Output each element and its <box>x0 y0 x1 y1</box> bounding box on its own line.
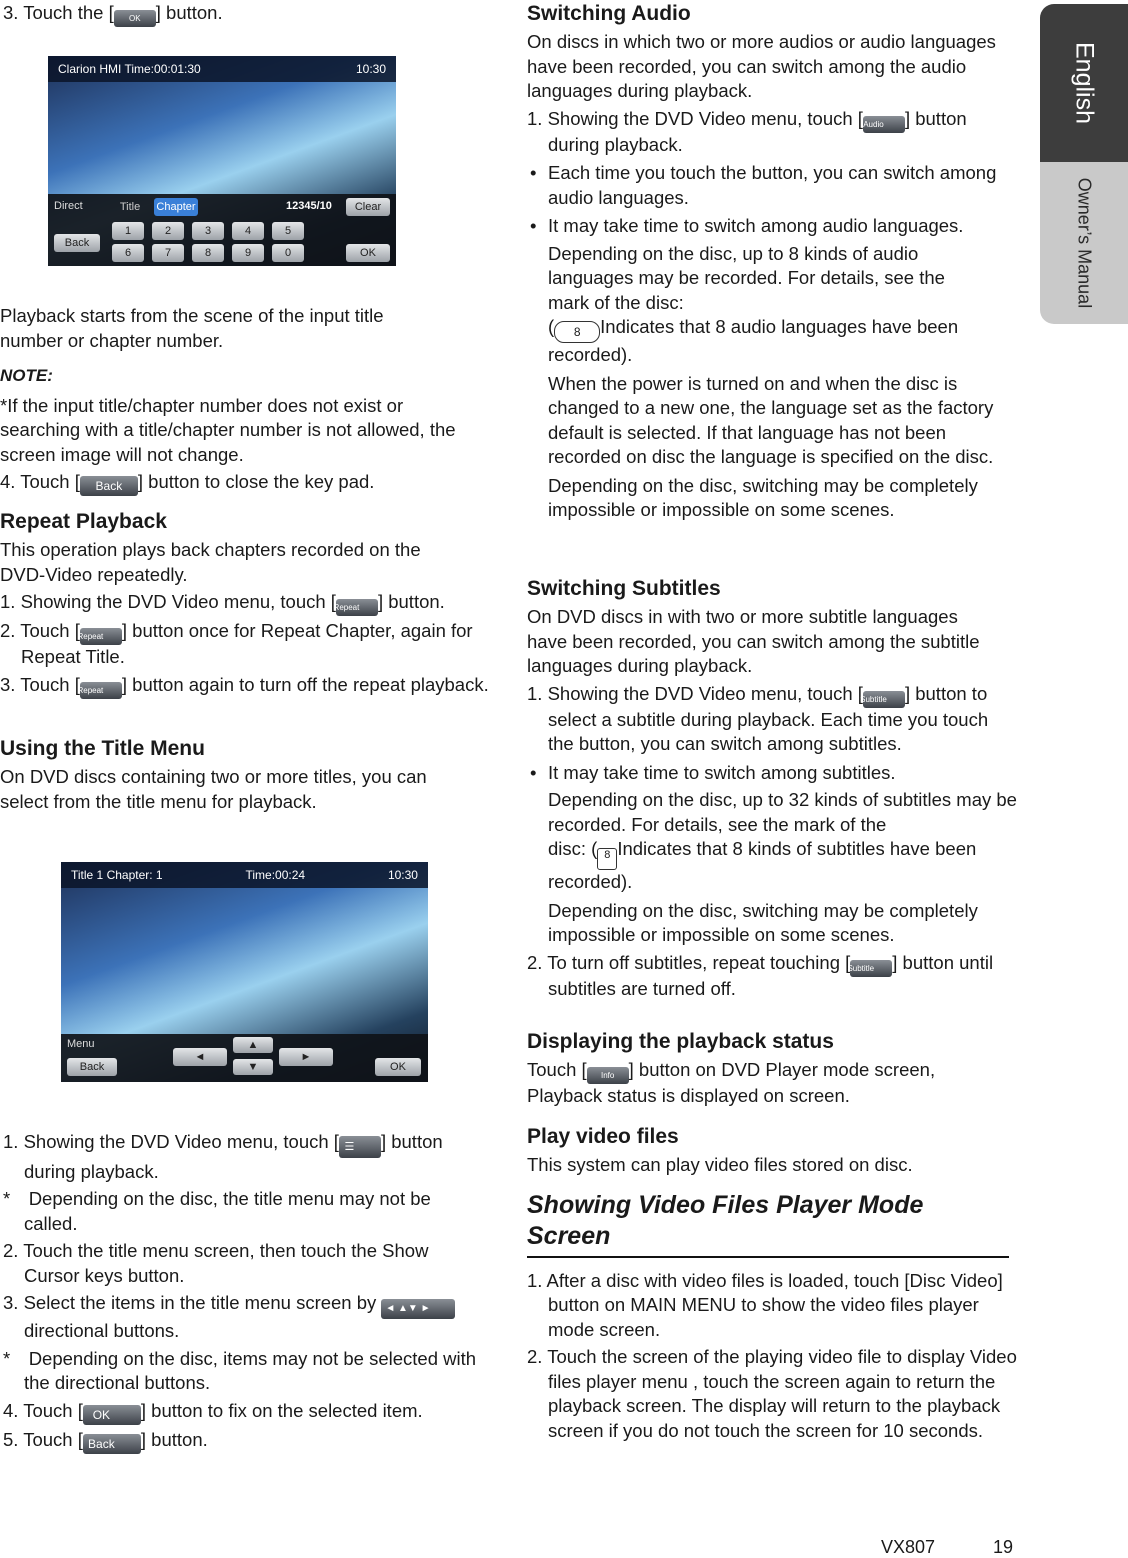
title-menu-note-1: * Depending on the disc, the title menu may not be called. <box>3 1188 431 1234</box>
disc-audio-mark-icon: 8 <box>554 321 600 343</box>
chapter-tab[interactable]: Chapter <box>154 198 198 216</box>
subtitles-mark: disc: ( 8 Indicates that 8 kinds of subtitles have been recorded). <box>548 838 977 892</box>
menu-button-icon: ☰ <box>339 1136 381 1158</box>
audio-bullet-2: • It may take time to switch among audio languages. <box>527 214 1017 239</box>
keypad-screenshot <box>48 56 396 266</box>
repeat-button-icon: Repeat <box>336 599 378 616</box>
status-text: Touch [ Info ] button on DVD Player mode screen, Playback status is displayed on screen. <box>527 1059 936 1106</box>
step-ok: 3. Touch the [ OK ] button. <box>3 1 483 27</box>
note-text: *If the input title/chapter number does not exist or searching with a title/chapter number is not allowed, the screen image will not change. <box>0 394 456 465</box>
ok-key[interactable]: OK <box>346 244 390 262</box>
key-6[interactable]: 6 <box>112 244 144 262</box>
video-files-step-2: 2. Touch the screen of the playing video file to display Video files player menu , touch the screen again to return the playback screen. The display will return to the playback screen if you do not touch the screen for 10 seconds. <box>527 1346 1017 1441</box>
back-button-icon: Back <box>83 1434 141 1454</box>
subtitle-button-icon: Subtitle <box>863 691 905 708</box>
screen-title: Title 1 Chapter: 1 <box>71 868 163 882</box>
screen-title: Clarion HMI Time:00:01:30 <box>58 62 201 76</box>
up-arrow-key[interactable]: ▲ <box>233 1037 273 1053</box>
subtitles-intro: On DVD discs in with two or more subtitle languages have been recorded, you can switch among the subtitle languages during playback. <box>527 606 980 676</box>
subtitles-detail-1: Depending on the disc, up to 32 kinds of subtitles may be recorded. For details, see the mark of the <box>548 789 1017 835</box>
audio-bullet-1: • Each time you touch the button, you can switch among audio languages. <box>527 161 1017 210</box>
title-menu-step-4: 4. Touch [ OK ] button to fix on the selected item. <box>3 1399 489 1425</box>
repeat-step-1: 1. Showing the DVD Video menu, touch [Repeat ] button. <box>0 590 490 616</box>
title-menu-step-2: 2. Touch the title menu screen, then touch the Show Cursor keys button. <box>3 1240 429 1286</box>
repeat-heading: Repeat Playback <box>0 510 167 533</box>
key-8[interactable]: 8 <box>192 244 224 262</box>
video-files-step-1: 1. After a disc with video files is loaded, touch [Disc Video] button on MAIN MENU to show the video files player mode screen. <box>527 1269 1003 1340</box>
key-3[interactable]: 3 <box>192 222 224 240</box>
clear-key[interactable]: Clear <box>346 198 390 216</box>
info-button-icon: Info <box>587 1067 629 1084</box>
ok-key[interactable]: OK <box>375 1058 421 1076</box>
ok-button-icon: OK <box>83 1405 141 1425</box>
language-tab-english: English <box>1040 4 1128 162</box>
audio-intro: On discs in which two or more audios or audio languages have been recorded, you can switch among the audio languages during playback. <box>527 31 996 101</box>
repeat-button-icon: Repeat <box>80 682 122 699</box>
subtitles-bullet-1: • It may take time to switch among subtitles. <box>527 761 1017 786</box>
subtitle-button-icon: Subtitle <box>850 960 892 977</box>
owners-manual-tab: Owner’s Manual <box>1040 162 1128 324</box>
repeat-intro: This operation plays back chapters recorded on the DVD-Video repeatedly. <box>0 539 421 585</box>
audio-detail-1: Depending on the disc, up to 8 kinds of audio languages may be recorded. For details, see the mark of the disc: <box>548 242 945 313</box>
title-menu-intro: On DVD discs containing two or more titles, you can select from the title menu for playback. <box>0 766 427 812</box>
subtitle-mark-icon: 8 <box>597 848 617 870</box>
title-menu-step-5: 5. Touch [ Back ] button. <box>3 1428 489 1454</box>
back-key[interactable]: Back <box>67 1058 117 1076</box>
key-4[interactable]: 4 <box>232 222 264 240</box>
repeat-button-icon: Repeat <box>80 628 122 645</box>
direct-label: Direct <box>54 200 83 212</box>
video-files-section-heading: Showing Video Files Player Mode Screen <box>527 1190 1009 1258</box>
key-1[interactable]: 1 <box>112 222 144 240</box>
back-button-icon: Back <box>80 476 138 496</box>
screen-time: Time:00:24 <box>245 868 306 882</box>
menu-label: Menu <box>67 1038 95 1050</box>
audio-mark: ( 8 Indicates that 8 audio languages have been recorded). <box>548 316 959 365</box>
key-0[interactable]: 0 <box>272 244 304 262</box>
key-7[interactable]: 7 <box>152 244 184 262</box>
key-2[interactable]: 2 <box>152 222 184 240</box>
key-9[interactable]: 9 <box>232 244 264 262</box>
subtitles-heading: Switching Subtitles <box>527 577 721 600</box>
audio-heading: Switching Audio <box>527 2 691 25</box>
subtitles-step-2: 2. To turn off subtitles, repeat touching [Subtitle ] button until subtitles are turned off. <box>527 951 994 999</box>
title-menu-heading: Using the Title Menu <box>0 737 205 760</box>
repeat-step-2: 2. Touch [Repeat ] button once for Repeat Chapter, again for Repeat Title. <box>0 620 473 667</box>
audio-step-1: 1. Showing the DVD Video menu, touch [Audio ] button during playback. <box>527 107 967 155</box>
ok-button-icon: OK <box>114 10 156 27</box>
key-5[interactable]: 5 <box>272 222 304 240</box>
play-video-files-heading: Play video files <box>527 1125 679 1148</box>
audio-button-icon: Audio <box>863 116 905 133</box>
title-menu-screenshot <box>61 862 428 1082</box>
title-menu-note-2: * Depending on the disc, items may not be selected with the directional buttons. <box>3 1347 477 1393</box>
repeat-step-3: 3. Touch [Repeat ] button again to turn off the repeat playback. <box>0 673 490 699</box>
playback-starts-text: Playback starts from the scene of the input title number or chapter number. <box>0 305 384 351</box>
right-arrow-key[interactable]: ► <box>279 1048 333 1066</box>
model-number: VX807 <box>881 1537 936 1557</box>
note-label: NOTE: <box>0 366 53 385</box>
step-close-keypad: 4. Touch [ Back ] button to close the key pad. <box>0 470 480 496</box>
left-arrow-key[interactable]: ◄ <box>173 1048 227 1066</box>
title-menu-step-3: 3. Select the items in the title menu screen by ◄ ▲▼ ► directional buttons. <box>3 1291 489 1344</box>
keypad-panel: Direct Title Chapter 12345/10 Clear Back 1 2 3 4 5 6 7 8 9 0 OK <box>48 194 396 266</box>
title-menu-step-1: 1. Showing the DVD Video menu, touch [ ☰ ] button during playback. <box>3 1131 443 1182</box>
title-tab[interactable]: Title <box>119 201 141 213</box>
play-video-files-intro: This system can play video files stored on disc. <box>527 1154 913 1175</box>
status-heading: Displaying the playback status <box>527 1030 834 1053</box>
audio-detail-3: Depending on the disc, switching may be completely impossible or impossible on some scenes. <box>548 474 978 520</box>
subtitles-step-1: 1. Showing the DVD Video menu, touch [Subtitle ] button to select a subtitle during playback. Each time you touch the button, you can switch among subtitles. <box>527 682 989 754</box>
directional-buttons-icon: ◄ ▲▼ ► <box>381 1299 455 1319</box>
screen-clock: 10:30 <box>355 62 386 76</box>
screen-clock: 10:30 <box>387 868 418 882</box>
entry-value: 12345 <box>286 200 317 212</box>
subtitles-detail-2: Depending on the disc, switching may be completely impossible or impossible on some scenes. <box>548 899 978 945</box>
back-key[interactable]: Back <box>54 234 100 252</box>
menu-panel <box>61 1034 428 1082</box>
down-arrow-key[interactable]: ▼ <box>233 1059 273 1075</box>
page-number: 19 <box>993 1537 1014 1557</box>
audio-detail-2: When the power is turned on and when the disc is changed to a new one, the language set as the factory default is selected. If that language has not been recorded on disc the language is specified on the disc. <box>548 372 994 467</box>
